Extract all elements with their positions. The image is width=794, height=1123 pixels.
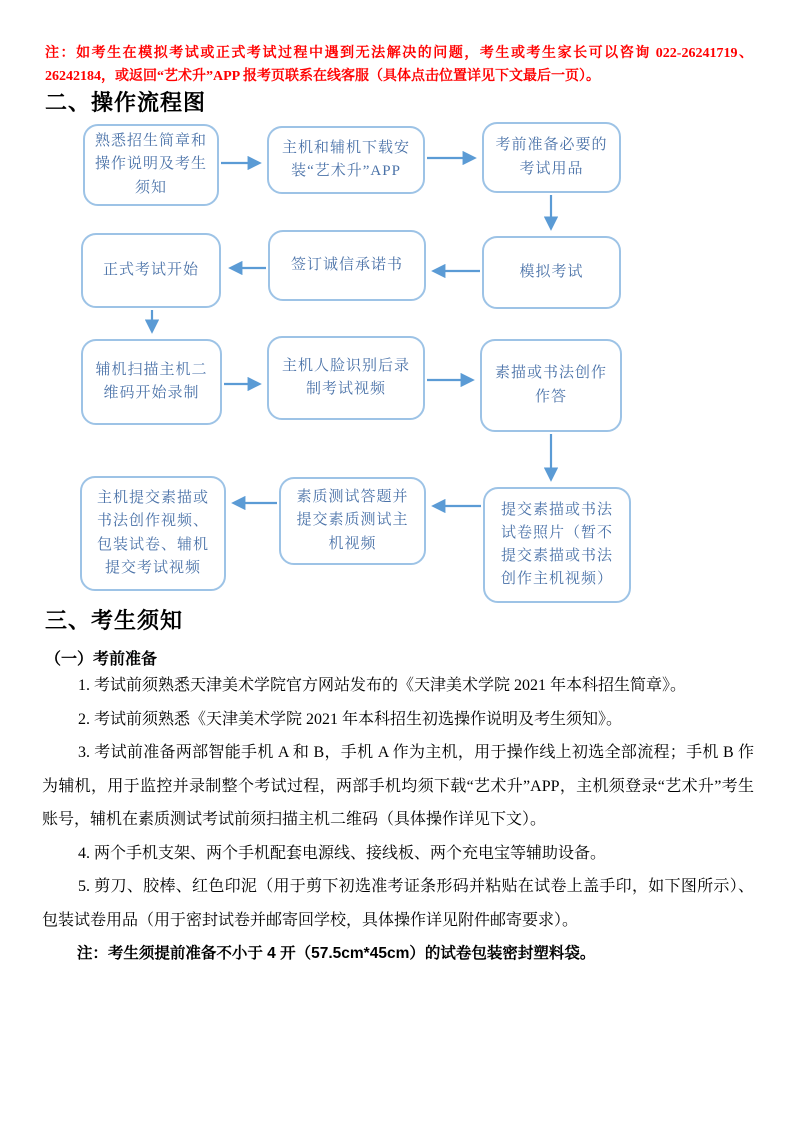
notice-paragraph-5: 5. 剪刀、胶棒、红色印泥（用于剪下初选准考证条形码并粘贴在试卷上盖手印，如下图所示）、包装试卷用品（用于密封试卷并邮寄回学校，具体操作详见附件邮寄要求）。 — [42, 878, 754, 929]
flow-node-prepare-supplies: 考前准备必要的考试用品 — [482, 122, 621, 193]
flow-node-submit-videos: 主机提交素描或书法创作视频、包装试卷、辅机提交考试视频 — [80, 476, 226, 591]
top-red-note: 注：如考生在模拟考试或正式考试过程中遇到无法解决的问题，考生或考生家长可以咨询 022-26241719、26242184，或返回“艺术升”APP 报考页联系在线客服（具体点击位置详见下文最后一页）。 — [45, 46, 753, 84]
flow-node-formal-exam-start: 正式考试开始 — [81, 233, 221, 308]
notice-paragraph-3: 3. 考试前准备两部智能手机 A 和 B，手机 A 作为主机，用于操作线上初选全部流程；手机 B 作为辅机，用于监控并录制整个考试过程，两部手机均须下载“艺术升”APP，主机须登录“艺术升”考生账号，辅机在素质测试考试前须扫描主机二维码（具体操作详见下文）。 — [42, 744, 754, 828]
section-title-notice: 三、考生须知 — [45, 608, 184, 633]
flow-node-face-recognition: 主机人脸识别后录制考试视频 — [267, 336, 425, 420]
flow-node-scan-qrcode: 辅机扫描主机二维码开始录制 — [81, 339, 222, 425]
notice-paragraph-2: 2. 考试前须熟悉《天津美术学院 2021 年本科招生初选操作说明及考生须知》。 — [78, 710, 623, 728]
flow-node-submit-photos: 提交素描或书法试卷照片（暂不提交素描或书法创作主机视频） — [483, 487, 631, 603]
flow-node-sign-commitment: 签订诚信承诺书 — [268, 230, 426, 301]
flow-node-quality-test: 素质测试答题并提交素质测试主机视频 — [279, 477, 426, 565]
notice-paragraph-4: 4. 两个手机支架、两个手机配套电源线、接线板、两个充电宝等辅助设备。 — [78, 844, 607, 862]
section-title-flowchart: 二、操作流程图 — [45, 90, 207, 115]
flow-node-mock-exam: 模拟考试 — [482, 236, 621, 309]
flow-node-download-app: 主机和辅机下载安装“艺术升”APP — [267, 126, 425, 194]
bottom-bold-note: 注：考生须提前准备不小于 4 开（57.5cm*45cm）的试卷包装密封塑料袋。 — [76, 945, 596, 962]
flow-node-sketch-answer: 素描或书法创作作答 — [480, 339, 622, 432]
notice-body — [42, 669, 754, 971]
notice-paragraph-1: 1. 考试前须熟悉天津美术学院官方网站发布的《天津美术学院 2021 年本科招生简章》。 — [78, 677, 687, 694]
subsection-title-prep: （一）考前准备 — [45, 651, 158, 668]
flow-node-familiarize: 熟悉招生简章和操作说明及考生须知 — [83, 124, 219, 206]
